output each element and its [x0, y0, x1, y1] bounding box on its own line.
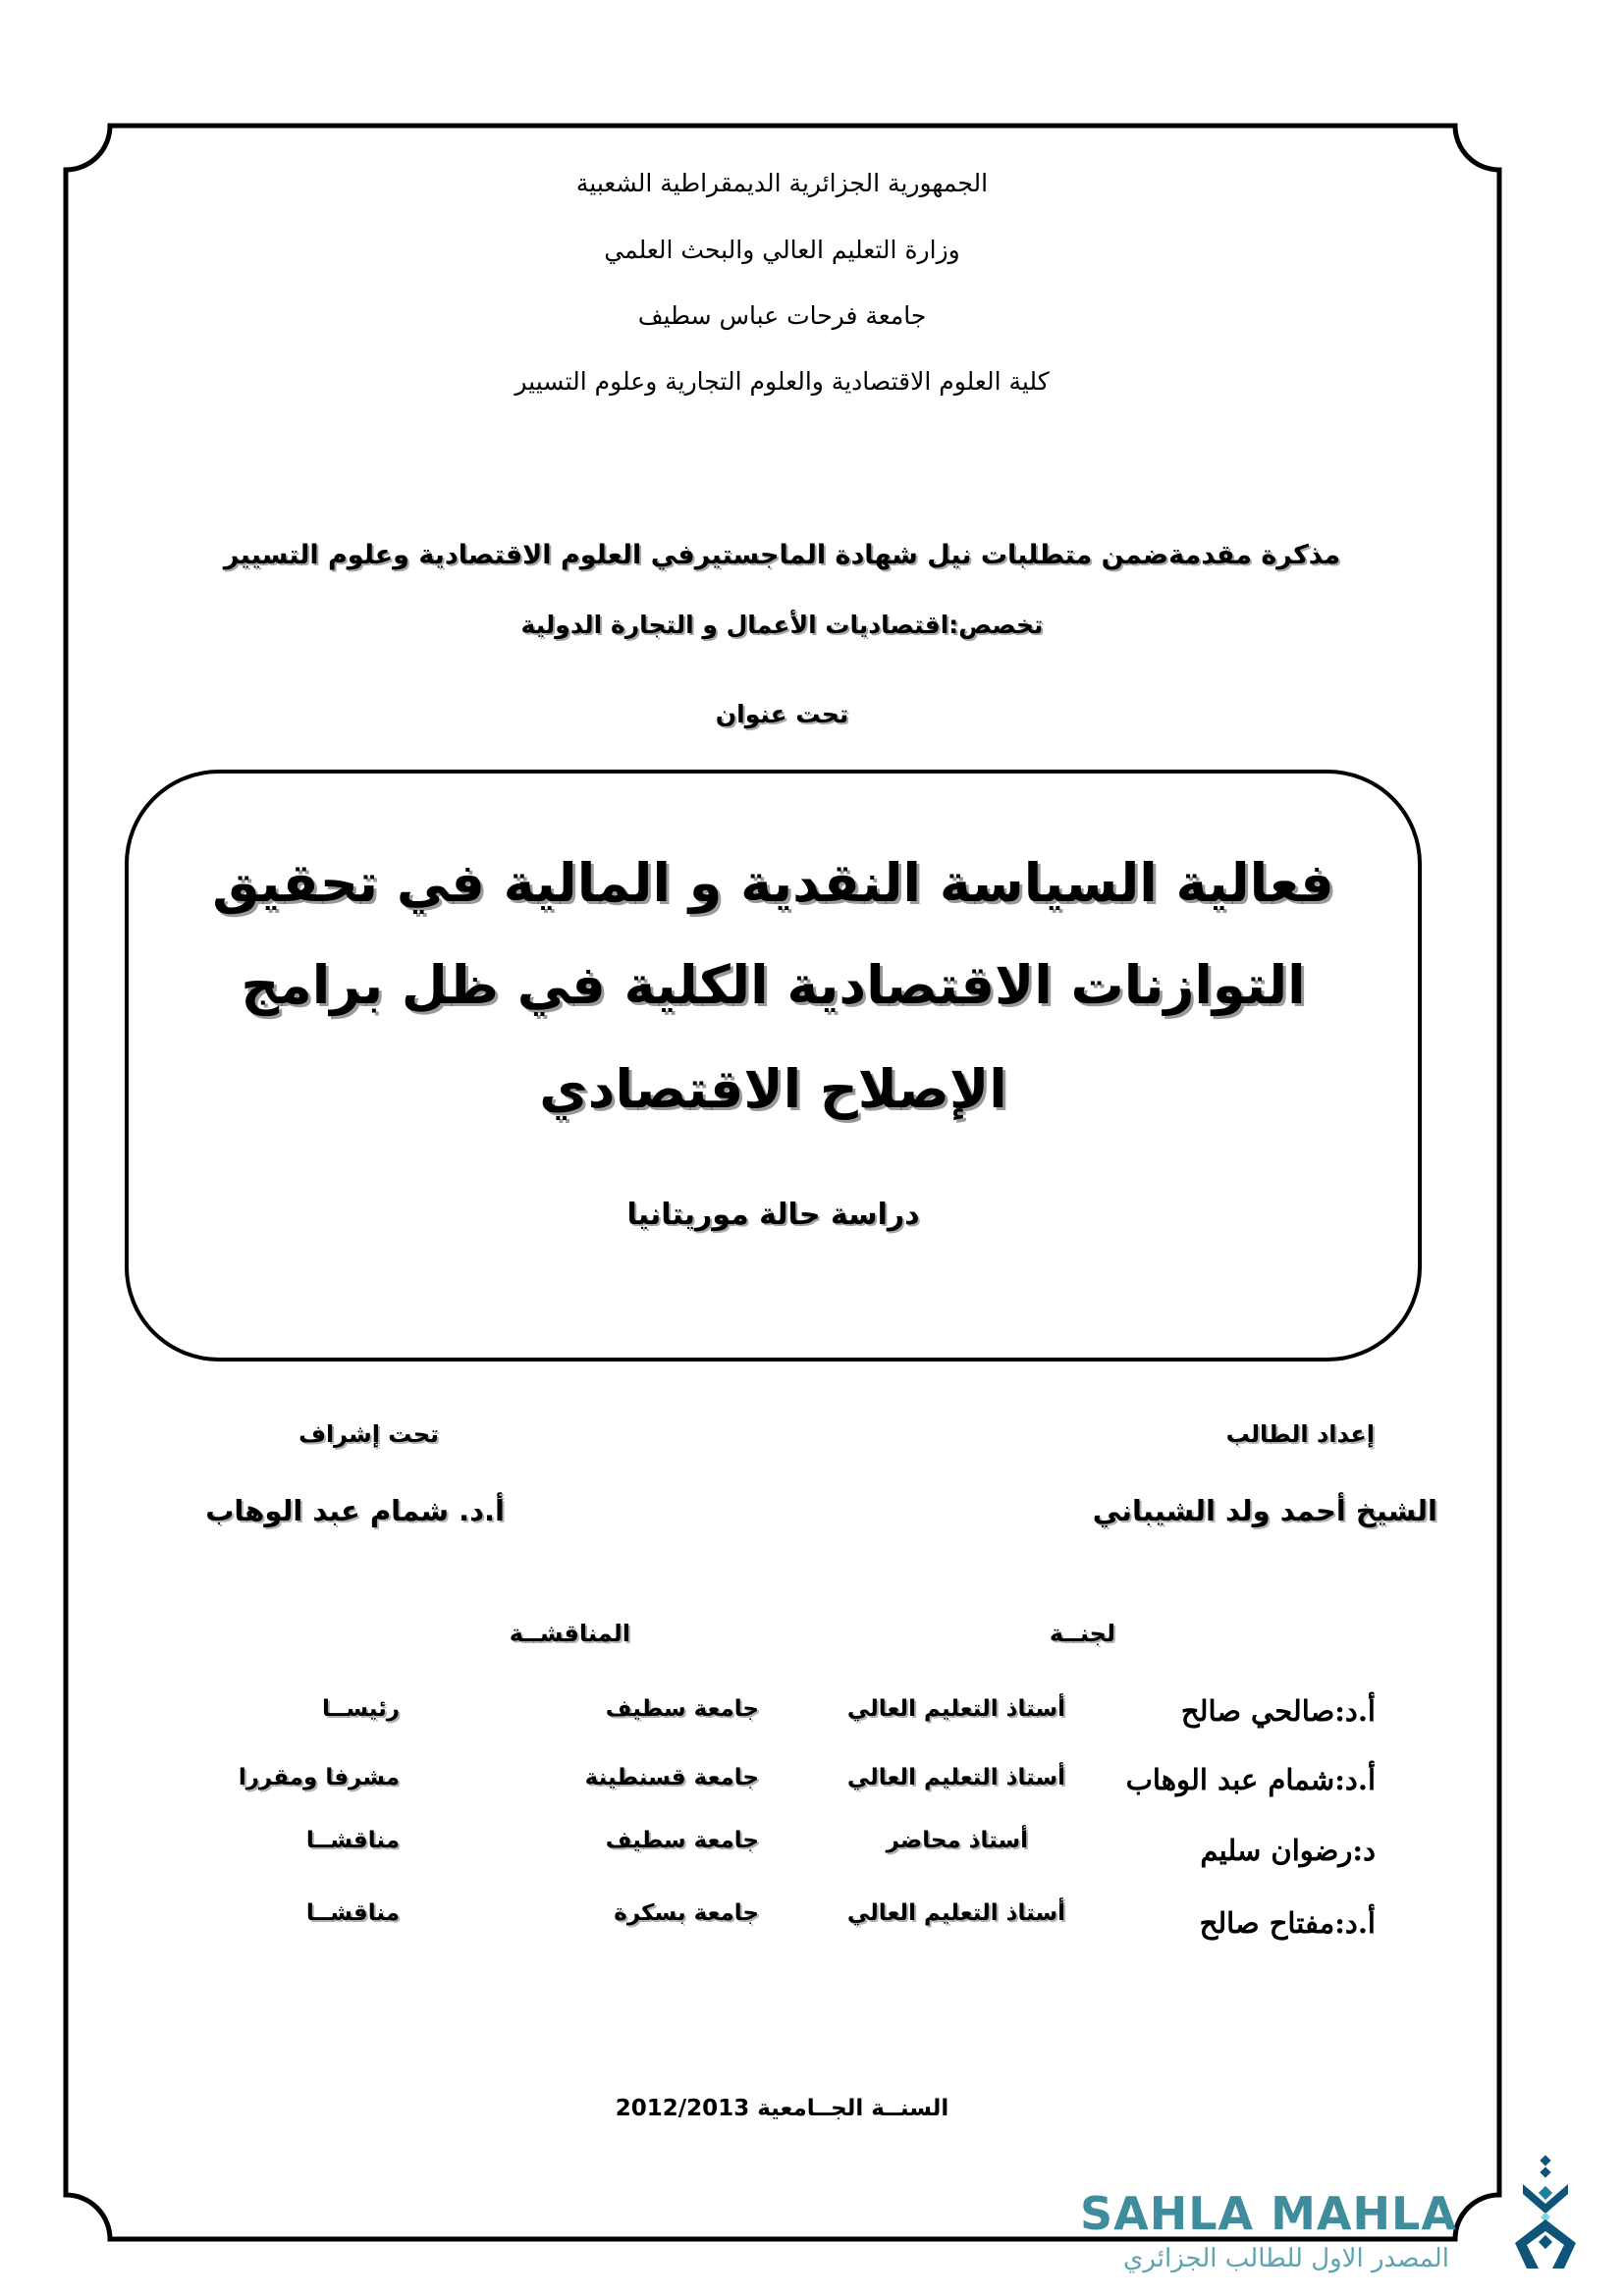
member-university: جامعة سطيف [605, 1828, 759, 1853]
committee-row [65, 1828, 1499, 1883]
member-university: جامعة سطيف [605, 1696, 759, 1722]
committee-heading-part2: المناقشــة [509, 1620, 630, 1647]
sahla-mahla-logo-icon [1507, 2155, 1586, 2272]
thesis-purpose: مذكرة مقدمةضمن متطلبات نيل شهادة الماجستيرفي العلوم الاقتصادية وعلوم التسيير [223, 540, 1341, 570]
member-role: مشرفا ومقررا [238, 1765, 400, 1790]
member-rank: أستاذ محاضر [886, 1828, 1028, 1853]
supervisor-label: تحت إشراف [298, 1420, 439, 1448]
committee-row [65, 1694, 1499, 1743]
header-ministry: وزارة التعليم العالي والبحث العلمي [604, 236, 960, 264]
member-name: أ.د:مفتاح صالح [1199, 1906, 1376, 1940]
member-name: د:رضوان سليم [1200, 1834, 1376, 1867]
member-name: أ.د:شمام عبد الوهاب [1125, 1763, 1376, 1796]
header-university: جامعة فرحات عباس سطيف [637, 301, 927, 330]
member-rank: أستاذ التعليم العالي [846, 1765, 1065, 1790]
supervisor-name: أ.د. شمام عبد الوهاب [205, 1494, 505, 1527]
title-line-3: الإصلاح الاقتصادي [539, 1058, 1007, 1120]
header-republic: الجمهورية الجزائرية الديمقراطية الشعبية [575, 169, 989, 197]
member-role: رئيســا [321, 1696, 400, 1722]
student-label: إعداد الطالب [1225, 1420, 1375, 1448]
thesis-specialty: تخصص:اقتصاديات الأعمال و التجارة الدولية [520, 611, 1044, 639]
title-box [125, 770, 1422, 1362]
watermark-tagline: المصدر الاول للطالب الجزائري [1123, 2244, 1449, 2273]
member-name: أ.د:صالحي صالح [1180, 1694, 1376, 1728]
title-subtitle: دراسة حالة موريتانيا [626, 1198, 920, 1232]
committee-heading-part1: لجنــة [1049, 1620, 1115, 1647]
member-rank: أستاذ التعليم العالي [846, 1696, 1065, 1722]
under-title-label: تحت عنوان [715, 700, 849, 728]
title-line-2: التوازنات الاقتصادية الكلية في ظل برامج [241, 954, 1306, 1016]
member-university: جامعة قسنطينة [584, 1765, 759, 1790]
title-line-1: فعالية السياسة النقدية و المالية في تحقيق [212, 852, 1334, 914]
committee-row [65, 1900, 1499, 1955]
watermark-brand: SAHLA MAHLA [1080, 2187, 1457, 2240]
member-university: جامعة بسكرة [614, 1900, 759, 1926]
committee-row [65, 1763, 1499, 1812]
student-name: الشيخ أحمد ولد الشيباني [1092, 1494, 1437, 1527]
member-role: مناقشــا [305, 1828, 400, 1853]
header-faculty: كلية العلوم الاقتصادية والعلوم التجارية وعلوم التسيير [514, 367, 1050, 396]
member-rank: أستاذ التعليم العالي [846, 1900, 1065, 1926]
academic-year: السنــة الجــامعية 2012/2013 [615, 2096, 949, 2121]
member-role: مناقشــا [305, 1900, 400, 1926]
